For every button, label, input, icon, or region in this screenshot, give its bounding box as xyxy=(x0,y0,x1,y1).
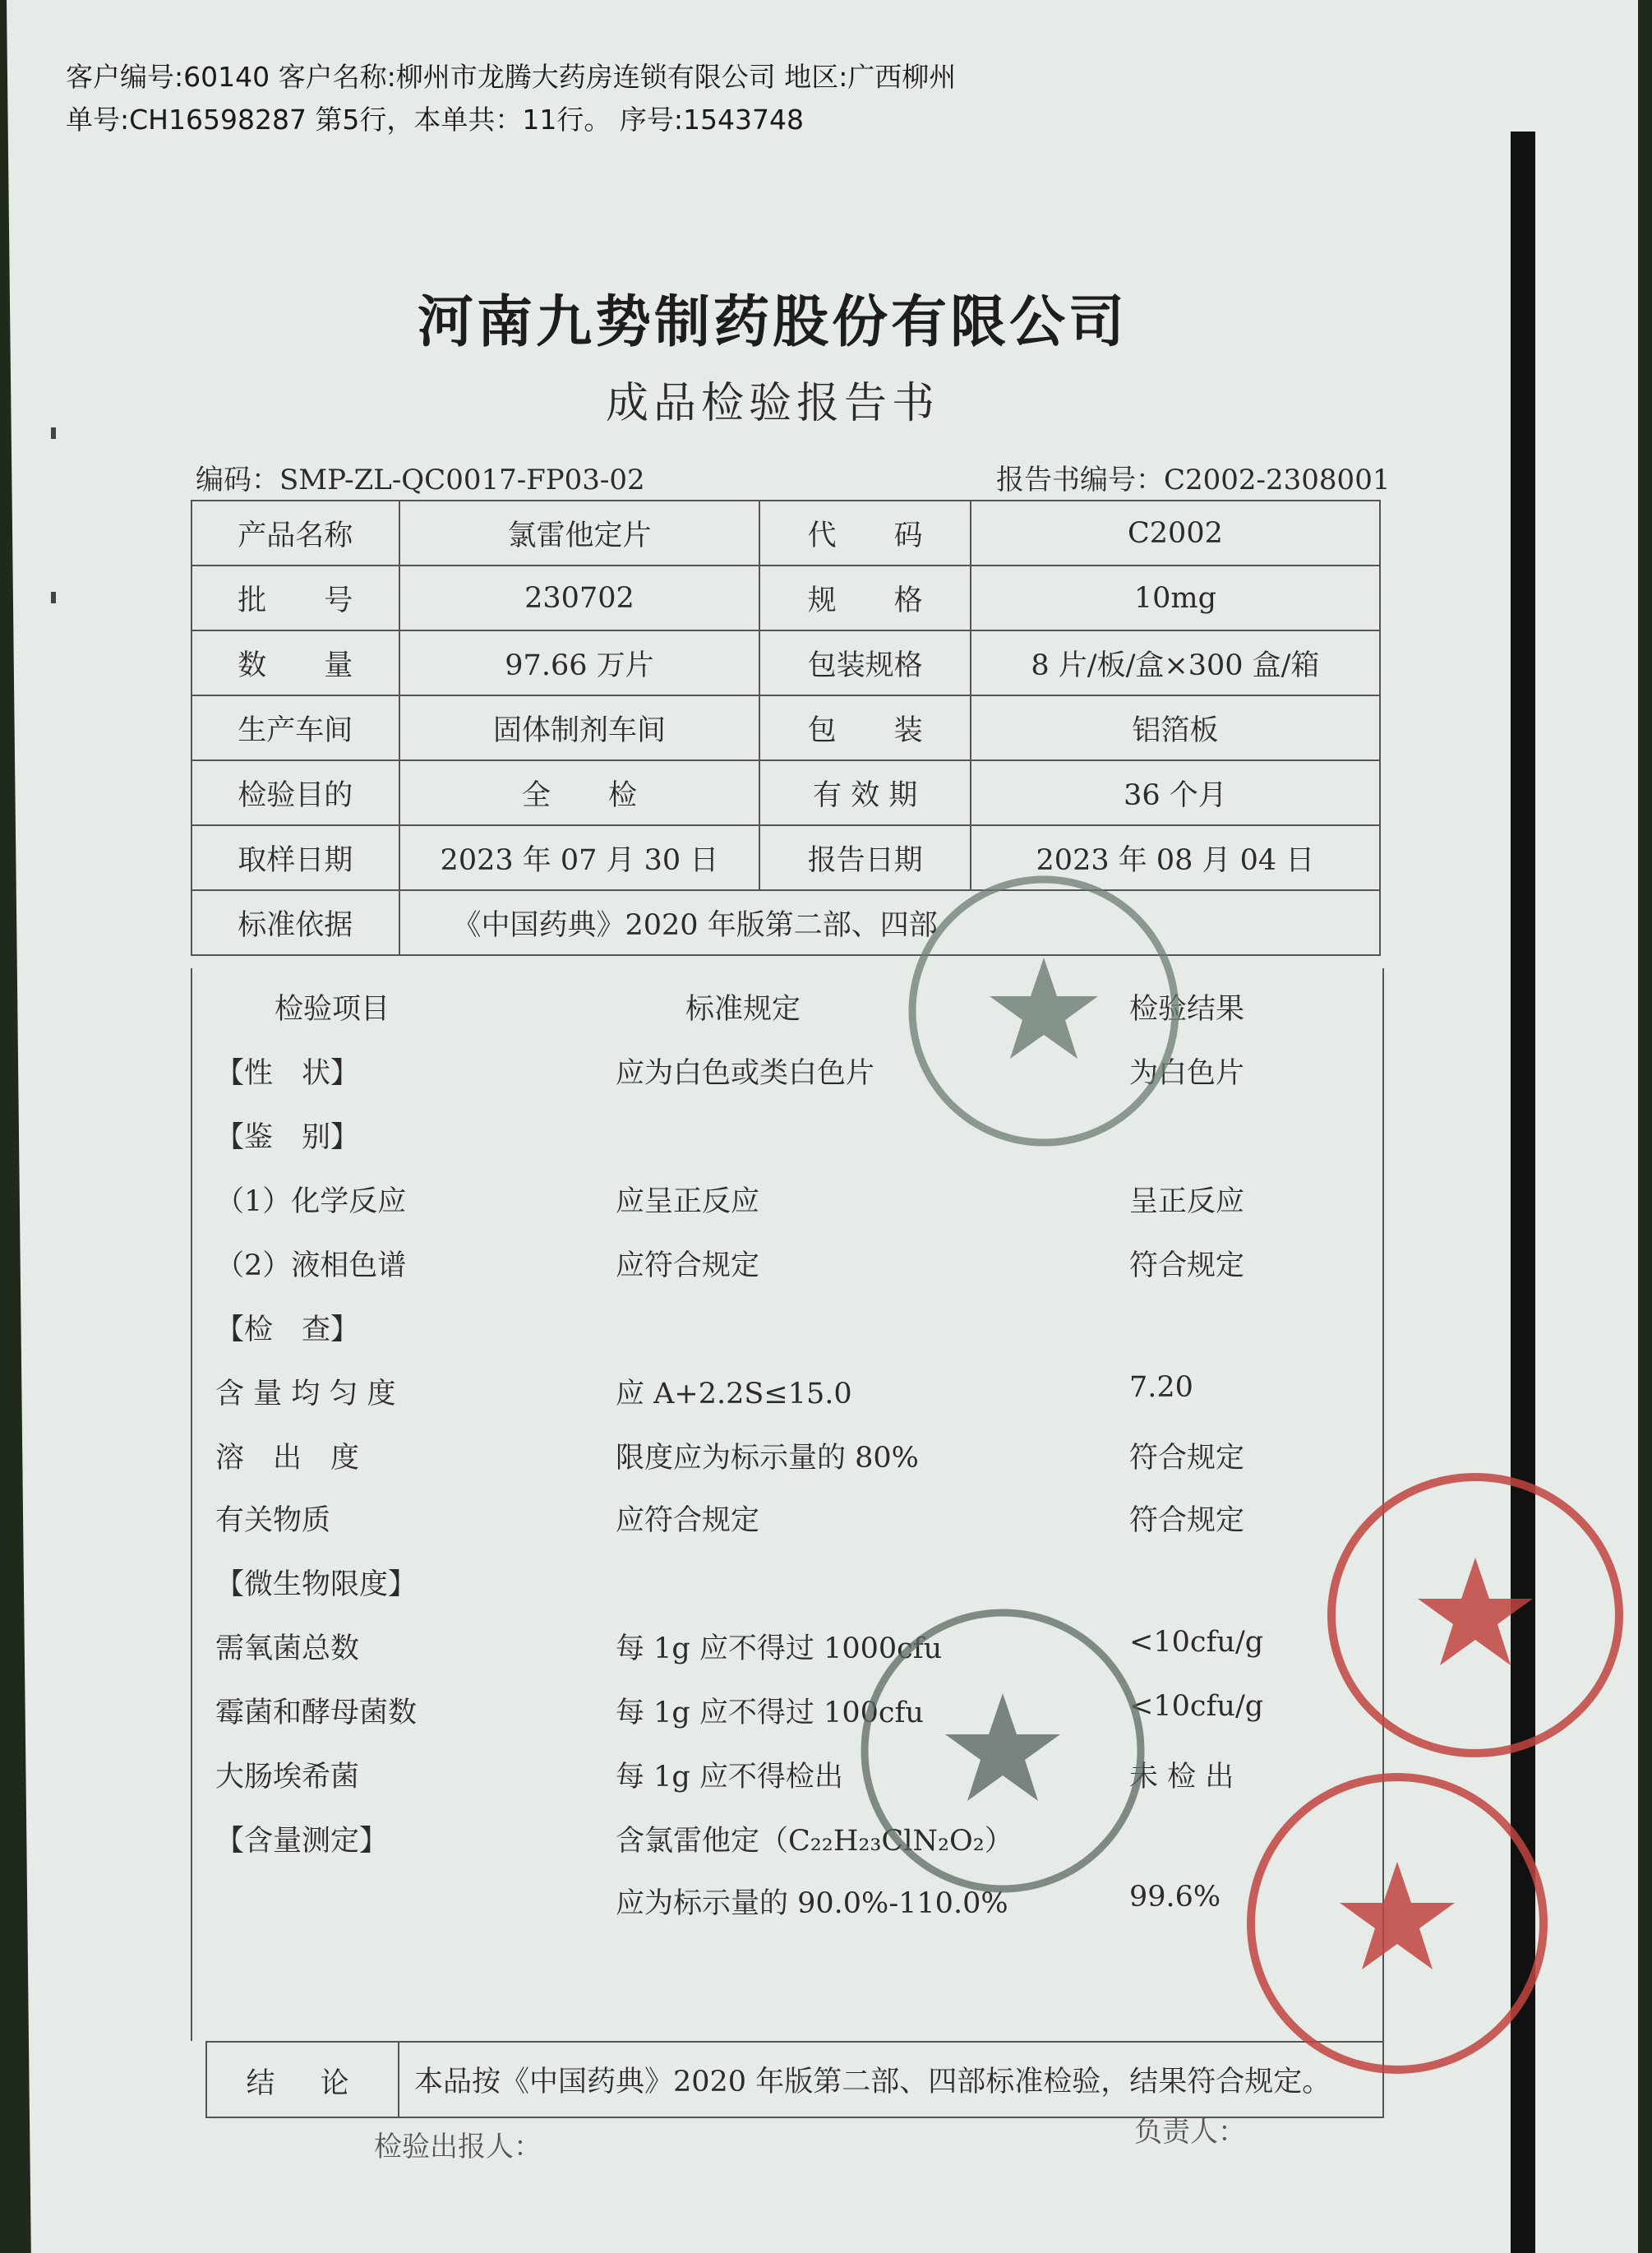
info-value: 氯雷他定片 xyxy=(399,501,760,566)
test-row xyxy=(192,1626,1382,1683)
info-value: C2002 xyxy=(971,501,1380,566)
retailer-quality-seal xyxy=(1241,1767,1553,2080)
column-standard-header: 标准规定 xyxy=(685,993,801,1026)
info-label: 产品名称 xyxy=(192,501,399,566)
test-standard: 含氯雷他定（C₂₂H₂₃ClN₂O₂） xyxy=(616,1825,1013,1858)
test-item: 【检 查】 xyxy=(215,1313,360,1346)
conclusion-text: 本品按《中国药典》2020 年版第二部、四部标准检验，结果符合规定。 xyxy=(414,2066,1331,2098)
info-label: 有 效 期 xyxy=(759,760,970,825)
test-item: 需氧菌总数 xyxy=(215,1632,360,1665)
document-code: 编码：SMP-ZL-QC0017-FP03-02 xyxy=(196,464,645,496)
info-value: 8 片/板/盒×300 盒/箱 xyxy=(971,630,1380,695)
info-row xyxy=(192,825,1380,890)
test-item: （2）液相色谱 xyxy=(215,1249,407,1282)
inspector-signature-label: 检验出报人： xyxy=(374,2131,542,2163)
info-label: 规 格 xyxy=(759,566,970,630)
test-row xyxy=(192,1435,1382,1493)
test-result: 未 检 出 xyxy=(1129,1761,1234,1794)
info-value: 2023 年 08 月 04 日 xyxy=(971,825,1380,890)
info-value: 36 个月 xyxy=(971,760,1380,825)
test-standard: 限度应为标示量的 80% xyxy=(616,1442,919,1475)
test-item: 大肠埃希菌 xyxy=(215,1761,360,1794)
results-column-header xyxy=(192,986,1382,1044)
punch-mark xyxy=(51,427,56,439)
document-title: 成品检验报告书 xyxy=(605,379,939,428)
info-value: 230702 xyxy=(399,566,760,630)
test-row xyxy=(192,1307,1382,1364)
info-label: 数 量 xyxy=(192,630,399,695)
standard-label: 标准依据 xyxy=(192,890,399,955)
info-label: 报告日期 xyxy=(759,825,970,890)
info-label: 代 码 xyxy=(759,501,970,566)
test-item: 【微生物限度】 xyxy=(215,1568,418,1601)
info-label: 生产车间 xyxy=(192,695,399,760)
column-result-header: 检验结果 xyxy=(1129,993,1245,1026)
test-item: 【含量测定】 xyxy=(215,1825,389,1858)
info-row xyxy=(192,501,1380,566)
distributor-quality-seal-gray xyxy=(855,1603,1151,1899)
test-row xyxy=(192,1115,1382,1172)
report-number: 报告书编号：C2002-2308001 xyxy=(996,464,1391,496)
test-row xyxy=(192,1754,1382,1812)
info-value: 全 检 xyxy=(399,760,760,825)
test-row xyxy=(192,1498,1382,1555)
test-result: 7.20 xyxy=(1129,1371,1193,1404)
test-result: <10cfu/g xyxy=(1129,1626,1264,1659)
info-value: 97.66 万片 xyxy=(399,630,760,695)
test-item: 溶 出 度 xyxy=(215,1442,360,1475)
test-result: 呈正反应 xyxy=(1129,1185,1245,1218)
info-row xyxy=(192,695,1380,760)
info-label: 批 号 xyxy=(192,566,399,630)
punch-mark xyxy=(51,592,56,603)
info-row xyxy=(192,630,1380,695)
test-item: （1）化学反应 xyxy=(215,1185,407,1218)
test-result: 符合规定 xyxy=(1129,1442,1245,1475)
fax-header-line2: 单号:CH16598287 第5行，本单共：11行。 序号:1543748 xyxy=(66,104,804,136)
test-results-section xyxy=(191,968,1384,2041)
info-row xyxy=(192,760,1380,825)
test-standard: 每 1g 应不得检出 xyxy=(616,1761,843,1794)
info-value: 10mg xyxy=(971,566,1380,630)
test-standard: 每 1g 应不得过 1000cfu xyxy=(616,1632,943,1665)
test-result: <10cfu/g xyxy=(1129,1690,1264,1723)
test-row xyxy=(192,1562,1382,1619)
standard-row xyxy=(192,890,1380,955)
info-value: 固体制剂车间 xyxy=(399,695,760,760)
test-standard: 每 1g 应不得过 100cfu xyxy=(616,1697,924,1729)
manufacturer-qa-seal xyxy=(904,871,1184,1151)
test-item: 有关物质 xyxy=(215,1504,331,1537)
test-row xyxy=(192,1690,1382,1747)
fax-header-line1: 客户编号:60140 客户名称:柳州市龙腾大药房连锁有限公司 地区:广西柳州 xyxy=(66,61,957,93)
test-row xyxy=(192,1371,1382,1429)
test-row xyxy=(192,1050,1382,1108)
test-result: 符合规定 xyxy=(1129,1504,1245,1537)
test-result: 为白色片 xyxy=(1129,1057,1245,1090)
test-result: 符合规定 xyxy=(1129,1249,1245,1282)
product-info-table xyxy=(191,500,1381,956)
test-row xyxy=(192,1243,1382,1300)
column-item-header: 检验项目 xyxy=(275,993,390,1026)
distributor-quality-seal-red xyxy=(1323,1467,1627,1763)
test-item: 含 量 均 匀 度 xyxy=(215,1378,396,1410)
fax-header xyxy=(66,56,956,141)
conclusion-label: 结 论 xyxy=(246,2067,358,2100)
test-standard: 应呈正反应 xyxy=(616,1185,760,1218)
info-value: 2023 年 07 月 30 日 xyxy=(399,825,760,890)
info-label: 包 装 xyxy=(759,695,970,760)
standard-value: 《中国药典》2020 年版第二部、四部 xyxy=(399,890,1381,955)
test-row xyxy=(192,1818,1382,1876)
company-name: 河南九势制药股份有限公司 xyxy=(417,290,1128,355)
test-standard: 应为标示量的 90.0%-110.0% xyxy=(616,1887,1008,1920)
test-standard: 应符合规定 xyxy=(616,1504,760,1537)
info-label: 包装规格 xyxy=(759,630,970,695)
conclusion-box xyxy=(205,2041,1384,2118)
responsible-signature-label: 负责人： xyxy=(1134,2116,1246,2149)
info-value: 铝箔板 xyxy=(971,695,1380,760)
test-item: 【鉴 别】 xyxy=(215,1121,360,1154)
test-standard: 应符合规定 xyxy=(616,1249,760,1282)
test-row xyxy=(192,1881,1382,1938)
info-label: 取样日期 xyxy=(192,825,399,890)
info-label: 检验目的 xyxy=(192,760,399,825)
test-standard: 应为白色或类白色片 xyxy=(616,1057,875,1090)
test-result: 99.6% xyxy=(1129,1881,1221,1914)
conclusion-divider xyxy=(398,2043,399,2117)
info-row xyxy=(192,566,1380,630)
test-row xyxy=(192,1179,1382,1236)
test-standard: 应 A+2.2S≤15.0 xyxy=(616,1378,852,1410)
test-item: 霉菌和酵母菌数 xyxy=(215,1697,418,1729)
test-item: 【性 状】 xyxy=(215,1057,360,1090)
